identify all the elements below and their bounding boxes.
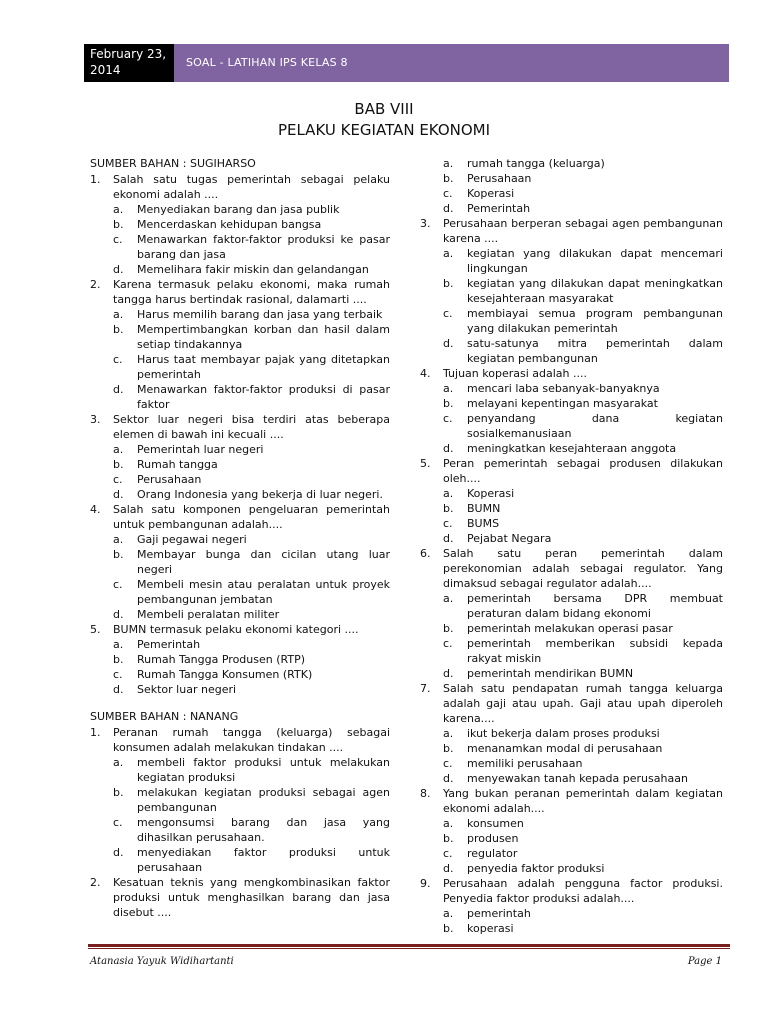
question-number: 4. — [90, 503, 101, 516]
answer-option — [443, 591, 723, 621]
question-item — [90, 277, 390, 412]
question-number: 7. — [420, 682, 431, 695]
answer-option — [113, 532, 390, 547]
question-text: Peranan rumah tangga (keluarga) sebagai konsumen adalah melakukan tindakan .... — [113, 726, 390, 754]
option-text: konsumen — [467, 817, 524, 830]
answer-option — [113, 487, 390, 502]
answer-option — [443, 921, 723, 936]
option-list — [113, 532, 390, 622]
answer-option — [443, 201, 723, 216]
question-text: Peran pemerintah sebagai produsen dilakukan oleh.... — [443, 457, 723, 485]
answer-option — [113, 667, 390, 682]
option-letter: d. — [443, 442, 454, 455]
answer-option — [443, 846, 723, 861]
question-list-nanang — [90, 725, 390, 920]
question-list-sugiharso — [90, 172, 390, 697]
option-text: Rumah tangga — [137, 458, 218, 471]
answer-option — [443, 771, 723, 786]
answer-option — [443, 621, 723, 636]
option-text: Koperasi — [467, 187, 515, 200]
option-text: Rumah Tangga Konsumen (RTK) — [137, 668, 313, 681]
answer-option — [113, 382, 390, 412]
answer-option — [443, 486, 723, 501]
option-letter: c. — [113, 668, 123, 681]
question-item — [420, 681, 723, 786]
answer-option — [443, 276, 723, 306]
option-letter: c. — [113, 816, 123, 829]
question-number: 6. — [420, 547, 431, 560]
option-letter: d. — [113, 683, 124, 696]
question-item — [90, 502, 390, 622]
question-number: 5. — [420, 457, 431, 470]
option-letter: b. — [113, 653, 124, 666]
option-text: Menyediakan barang dan jasa publik — [137, 203, 340, 216]
question-item — [420, 216, 723, 366]
option-text: Mencerdaskan kehidupan bangsa — [137, 218, 322, 231]
option-text: Sektor luar negeri — [137, 683, 237, 696]
option-letter: a. — [443, 727, 454, 740]
answer-option — [113, 307, 390, 322]
question-number: 2. — [90, 278, 101, 291]
option-letter: a. — [113, 308, 124, 321]
question-item — [420, 456, 723, 546]
option-list — [443, 381, 723, 456]
question-number: 2. — [90, 876, 101, 889]
option-text: Orang Indonesia yang bekerja di luar negeri. — [137, 488, 383, 501]
continued-options — [420, 156, 723, 216]
option-list — [113, 637, 390, 697]
option-list — [113, 755, 390, 875]
option-letter: b. — [113, 218, 124, 231]
option-text: Harus memilih barang dan jasa yang terbaik — [137, 308, 383, 321]
option-text: Menawarkan faktor-faktor produksi di pasar faktor — [137, 383, 390, 411]
chapter-subtitle: PELAKU KEGIATAN EKONOMI — [277, 121, 491, 139]
option-letter: d. — [443, 532, 454, 545]
answer-option — [443, 741, 723, 756]
question-item — [90, 875, 390, 920]
option-text: pemerintah mendirikan BUMN — [467, 667, 634, 680]
question-text: Salah satu pendapatan rumah tangga keluarga adalah gaji atau upah. Gaji atau upah diperoleh karena.... — [443, 682, 723, 725]
answer-option — [443, 411, 723, 441]
option-letter: d. — [113, 263, 124, 276]
answer-option — [113, 682, 390, 697]
question-text: Tujuan koperasi adalah .... — [443, 367, 587, 380]
option-letter: b. — [443, 922, 454, 935]
option-text: Pemerintah — [137, 638, 201, 651]
option-letter: a. — [443, 907, 454, 920]
option-list — [443, 726, 723, 786]
question-item — [420, 786, 723, 876]
option-text: kegiatan yang dilakukan dapat meningkatkan kesejahteraan masyarakat — [467, 277, 723, 305]
option-text: penyandang dana kegiatan sosialkemanusiaan — [467, 412, 723, 440]
chapter-title: BAB VIII — [354, 100, 414, 118]
option-letter: d. — [443, 667, 454, 680]
answer-option — [443, 156, 723, 171]
option-letter: a. — [443, 592, 454, 605]
header-date: February 23, 2014 — [84, 44, 174, 82]
option-text: BUMS — [467, 517, 500, 530]
question-text: Perusahaan berperan sebagai agen pembangunan karena .... — [443, 217, 723, 245]
option-text: menanamkan modal di perusahaan — [467, 742, 663, 755]
answer-option — [113, 637, 390, 652]
footer-rule-thin — [88, 948, 730, 949]
option-letter: b. — [443, 277, 454, 290]
source-heading-nanang: SUMBER BAHAN : NANANG — [90, 710, 239, 723]
option-text: Membeli peralatan militer — [137, 608, 280, 621]
answer-option — [113, 577, 390, 607]
option-text: menyediakan faktor produksi untuk perusahaan — [137, 846, 390, 874]
answer-option — [113, 217, 390, 232]
question-item — [90, 622, 390, 697]
answer-option — [113, 472, 390, 487]
answer-option — [113, 442, 390, 457]
option-letter: c. — [113, 578, 123, 591]
option-text: membiayai semua program pembangunan yang dilakukan pemerintah — [467, 307, 723, 335]
option-text: Harus taat membayar pajak yang ditetapkan pemerintah — [137, 353, 390, 381]
option-text: ikut bekerja dalam proses produksi — [467, 727, 660, 740]
answer-option — [443, 756, 723, 771]
answer-option — [443, 861, 723, 876]
question-item — [90, 725, 390, 875]
question-number: 1. — [90, 173, 101, 186]
footer-rule — [88, 944, 730, 947]
option-letter: c. — [443, 757, 453, 770]
option-letter: a. — [113, 756, 124, 769]
question-number: 9. — [420, 877, 431, 890]
right-column — [420, 156, 723, 936]
option-text: pemerintah memberikan subsidi kepada rakyat miskin — [467, 637, 723, 665]
question-text: Karena termasuk pelaku ekonomi, maka rumah tangga harus bertindak rasional, dalamarti .... — [113, 278, 390, 306]
option-letter: b. — [443, 172, 454, 185]
option-text: mengonsumsi barang dan jasa yang dihasilkan perusahaan. — [137, 816, 390, 844]
answer-option — [113, 457, 390, 472]
option-list — [113, 442, 390, 502]
option-text: Gaji pegawai negeri — [137, 533, 247, 546]
option-text: memiliki perusahaan — [467, 757, 583, 770]
question-text: Perusahaan adalah pengguna factor produksi. Penyedia faktor produksi adalah.... — [443, 877, 723, 905]
question-number: 3. — [420, 217, 431, 230]
answer-option — [113, 785, 390, 815]
option-list — [443, 906, 723, 936]
source-heading-sugiharso: SUMBER BAHAN : SUGIHARSO — [90, 157, 256, 170]
option-letter: b. — [443, 622, 454, 635]
option-text: pemerintah melakukan operasi pasar — [467, 622, 673, 635]
answer-option — [443, 531, 723, 546]
option-letter: a. — [113, 533, 124, 546]
option-text: Membayar bunga dan cicilan utang luar negeri — [137, 548, 390, 576]
option-letter: a. — [113, 638, 124, 651]
option-letter: a. — [443, 487, 454, 500]
answer-option — [113, 652, 390, 667]
option-list — [443, 486, 723, 546]
option-letter: c. — [113, 233, 123, 246]
answer-option — [443, 381, 723, 396]
question-item — [420, 876, 723, 936]
answer-option — [443, 441, 723, 456]
answer-option — [113, 607, 390, 622]
answer-option — [113, 322, 390, 352]
question-number: 5. — [90, 623, 101, 636]
option-letter: d. — [113, 383, 124, 396]
question-item — [90, 412, 390, 502]
question-item — [420, 546, 723, 681]
option-text: Perusahaan — [467, 172, 532, 185]
option-letter: b. — [443, 502, 454, 515]
answer-option — [443, 396, 723, 411]
option-text: satu-satunya mitra pemerintah dalam kegiatan pembangunan — [467, 337, 723, 365]
option-text: Memelihara fakir miskin dan gelandangan — [137, 263, 369, 276]
answer-option — [443, 336, 723, 366]
option-text: Pemerintah — [467, 202, 531, 215]
option-text: kegiatan yang dilakukan dapat mencemari lingkungan — [467, 247, 723, 275]
option-letter: d. — [443, 862, 454, 875]
option-letter: c. — [443, 847, 453, 860]
option-letter: d. — [443, 337, 454, 350]
option-list — [443, 591, 723, 681]
answer-option — [113, 815, 390, 845]
option-letter: c. — [443, 187, 453, 200]
option-letter: b. — [443, 397, 454, 410]
answer-option — [443, 186, 723, 201]
option-text: Koperasi — [467, 487, 515, 500]
answer-option — [443, 666, 723, 681]
option-letter: b. — [113, 458, 124, 471]
option-text: mencari laba sebanyak-banyaknya — [467, 382, 660, 395]
answer-option — [113, 755, 390, 785]
answer-option — [443, 636, 723, 666]
option-text: melakukan kegiatan produksi sebagai agen pembangunan — [137, 786, 390, 814]
answer-option — [443, 516, 723, 531]
option-letter: c. — [443, 307, 453, 320]
option-text: regulator — [467, 847, 518, 860]
question-item — [420, 366, 723, 456]
option-text: Rumah Tangga Produsen (RTP) — [137, 653, 306, 666]
option-letter: d. — [113, 846, 124, 859]
option-text: membeli faktor produksi untuk melakukan kegiatan produksi — [137, 756, 390, 784]
option-list — [443, 816, 723, 876]
footer-page-number: Page 1 — [687, 956, 722, 967]
option-text: produsen — [467, 832, 519, 845]
answer-option — [113, 202, 390, 217]
option-letter: a. — [443, 817, 454, 830]
option-letter: d. — [113, 488, 124, 501]
option-text: Membeli mesin atau peralatan untuk proyek pembangunan jembatan — [137, 578, 390, 606]
option-letter: c. — [443, 637, 453, 650]
option-letter: c. — [443, 517, 453, 530]
option-letter: b. — [113, 786, 124, 799]
question-text: Kesatuan teknis yang mengkombinasikan faktor produksi untuk menghasilkan barang dan jasa disebut .... — [113, 876, 390, 919]
question-number: 8. — [420, 787, 431, 800]
answer-option — [113, 845, 390, 875]
answer-option — [443, 171, 723, 186]
option-letter: c. — [113, 473, 123, 486]
answer-option — [443, 246, 723, 276]
question-text: Sektor luar negeri bisa terdiri atas beberapa elemen di bawah ini kecuali .... — [113, 413, 390, 441]
option-text: menyewakan tanah kepada perusahaan — [467, 772, 688, 785]
option-text: meningkatkan kesejahteraan anggota — [467, 442, 677, 455]
question-number: 3. — [90, 413, 101, 426]
question-number: 1. — [90, 726, 101, 739]
answer-option — [113, 262, 390, 277]
option-text: koperasi — [467, 922, 514, 935]
question-text: Yang bukan peranan pemerintah dalam kegiatan ekonomi adalah.... — [443, 787, 723, 815]
option-letter: d. — [443, 202, 454, 215]
question-item — [90, 172, 390, 277]
option-text: BUMN — [467, 502, 501, 515]
option-text: pemerintah — [467, 907, 531, 920]
option-text: Menawarkan faktor-faktor produksi ke pasar barang dan jasa — [137, 233, 390, 261]
option-letter: c. — [113, 353, 123, 366]
left-column — [90, 156, 390, 920]
question-text: Salah satu komponen pengeluaran pemerintah untuk pembangunan adalah.... — [113, 503, 390, 531]
answer-option — [443, 816, 723, 831]
option-text: Pejabat Negara — [467, 532, 552, 545]
question-number: 4. — [420, 367, 431, 380]
question-text: BUMN termasuk pelaku ekonomi kategori .... — [113, 623, 359, 636]
option-text: penyedia faktor produksi — [467, 862, 605, 875]
option-text: Perusahaan — [137, 473, 202, 486]
answer-option — [113, 547, 390, 577]
option-letter: a. — [113, 203, 124, 216]
answer-option — [443, 726, 723, 741]
answer-option — [113, 232, 390, 262]
option-letter: a. — [113, 443, 124, 456]
option-text: pemerintah bersama DPR membuat peraturan dalam bidang ekonomi — [467, 592, 723, 620]
question-text: Salah satu peran pemerintah dalam perekonomian adalah sebagai regulator. Yang dimaksud sebagai regulator adalah.... — [443, 547, 723, 590]
answer-option — [443, 501, 723, 516]
option-letter: a. — [443, 382, 454, 395]
option-text: Mempertimbangkan korban dan hasil dalam setiap tindakannya — [137, 323, 390, 351]
option-text: melayani kepentingan masyarakat — [467, 397, 658, 410]
header-subject: SOAL - LATIHAN IPS KELAS 8 — [174, 44, 729, 82]
answer-option — [443, 306, 723, 336]
option-letter: d. — [113, 608, 124, 621]
option-list — [113, 307, 390, 412]
option-letter: c. — [443, 412, 453, 425]
option-letter: b. — [443, 832, 454, 845]
question-list-right — [420, 216, 723, 936]
footer-author: Atanasia Yayuk Widihartanti — [90, 956, 234, 967]
option-letter: a. — [443, 247, 454, 260]
answer-option — [443, 906, 723, 921]
option-text: rumah tangga (keluarga) — [467, 157, 605, 170]
option-letter: b. — [113, 548, 124, 561]
answer-option — [113, 352, 390, 382]
option-letter: b. — [113, 323, 124, 336]
option-letter: b. — [443, 742, 454, 755]
option-list — [443, 246, 723, 366]
option-text: Pemerintah luar negeri — [137, 443, 264, 456]
option-list — [113, 202, 390, 277]
option-letter: d. — [443, 772, 454, 785]
option-letter: a. — [443, 157, 454, 170]
question-text: Salah satu tugas pemerintah sebagai pelaku ekonomi adalah .... — [113, 173, 390, 201]
answer-option — [443, 831, 723, 846]
